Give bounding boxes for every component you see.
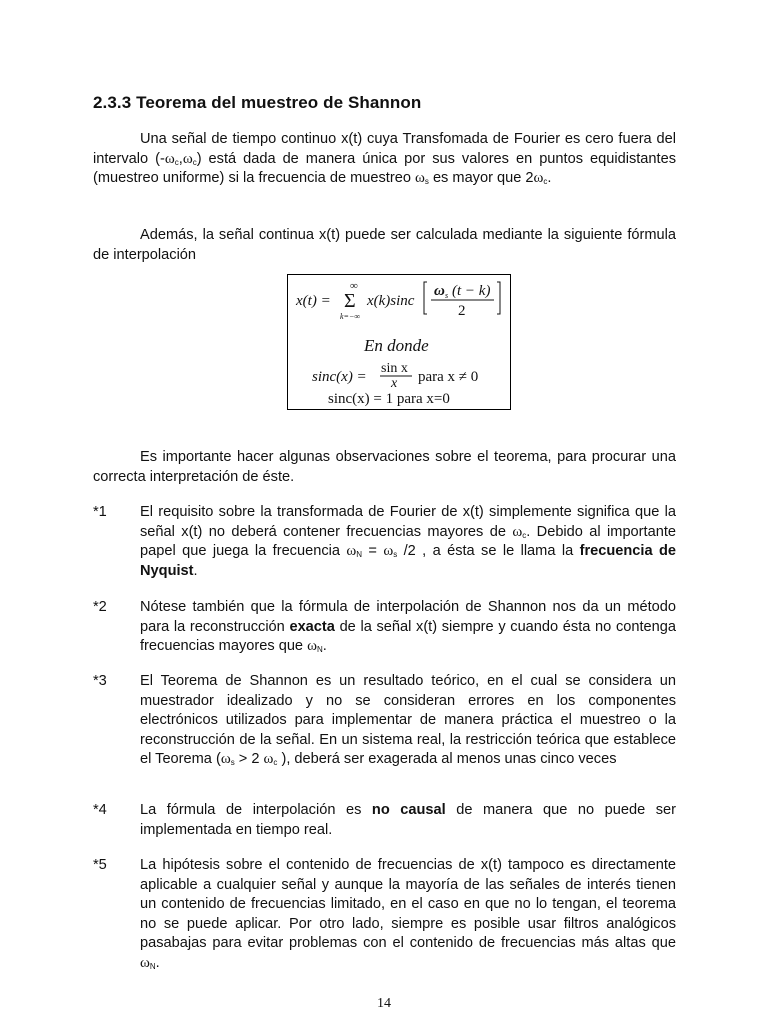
intro-paragraph [93,130,676,189]
observation-number: *1 [93,504,107,520]
omega-symbol: ω [533,170,544,187]
subscript: c [543,177,548,187]
bold-term: no causal [371,802,446,818]
observation-number: *2 [93,599,107,615]
text-run: de manera que no puede ser implementada en tiempo real. [140,802,676,838]
sum-sign: Σ [344,290,356,312]
omega-symbol: ω [346,543,357,560]
right-bracket [497,282,500,314]
text-run: El Teorema de Shannon es un resultado teórico, en el cual se considera un muestrador idealizado y no se consideran errores en los componentes electrónicos utilizados para implementar de manera práctica el muestreo o la reconstrucción de la señal. En un sistema real, la restricción teórica que establece el Teorema ( [140,673,676,768]
subscript: c [192,157,197,167]
page-number: 14 [377,996,391,1011]
formula-term: x(k)sinc [367,293,415,309]
text-run: /2 , a ésta se le llama la [397,543,580,560]
text-run: , [178,150,183,167]
observation-text [140,503,676,581]
text-run: . [193,562,198,579]
bold-term: frecuencia de Nyquist [140,543,676,579]
text-run: ), deberá ser exagerada al menos unas cinco veces [277,751,617,768]
interpolation-formula-box [287,274,511,410]
omega-symbol: ω [164,150,175,167]
omega-symbol: ω [512,523,523,540]
subscript: s [424,177,429,187]
text-run: El requisito sobre la transformada de Fourier de x(t) simplemente significa que la señal x(t) no deberá contener frecuencias mayores de [140,504,676,540]
en-donde-label: En donde [364,336,429,355]
observation-text [140,672,676,770]
subscript: N [356,550,363,560]
observation-number: *3 [93,673,107,689]
omega-symbol: ω [263,751,274,768]
formula-lhs: x(t) = [296,293,331,309]
interpolation-formula [288,275,510,409]
sum-lower-limit: k=−∞ [340,312,361,321]
fraction-numerator: (t − k) [452,283,491,299]
text-run: . [322,638,327,655]
text-run: es mayor que 2 [428,170,534,187]
observations-intro-paragraph: Es importante hacer algunas observaciones sobre el teorema, para procurar una correcta interpretación de éste. [93,449,676,485]
sum-upper-limit: ∞ [350,280,358,292]
subscript: s [393,550,398,560]
subscript: s [230,758,235,768]
text-run: . Debido al importante papel que juega la frecuencia [140,523,676,560]
observation-number: *5 [93,857,107,873]
subscript: c [522,530,527,540]
sinc-at-zero: sinc(x) = 1 para x=0 [328,391,450,407]
observation-text [140,801,676,840]
formula-intro-paragraph: Además, la señal continua x(t) puede ser calculada mediante la siguiente fórmula de interpolación [93,227,676,263]
sinc-lhs: sinc(x) = [312,369,367,385]
fraction-denominator: 2 [458,303,466,319]
observation-number: *4 [93,802,107,818]
sinc-numerator: sin x [381,361,408,376]
text-run: La hipótesis sobre el contenido de frecuencias de x(t) tampoco es directamente aplicable a cualquier señal y aunque la mayoría de las señales de interés tienen un contenido de frecuencias limitado, en el caso en que no lo tengan, el teorema no se puede aplicar. Por otro lado, siempre es posible usar filtros analógicos pasabajas para evitar problemas con el contenido de frecuencias más altas que [140,857,676,952]
subscript: c [273,758,278,768]
sinc-condition: para x ≠ 0 [418,369,479,385]
text-run: = [362,543,384,560]
omega-symbol: ω [182,150,193,167]
text-run: Una señal de tiempo continuo x(t) cuya Transfomada de Fourier es cero fuera del intervalo (- [93,131,676,167]
text-run: ) está dada de manera única por sus valores en puntos equidistantes (muestreo uniforme) si la frecuencia de muestreo [93,150,676,187]
left-bracket [424,282,427,314]
sinc-denominator: x [391,376,398,391]
text-run: . [155,954,160,971]
section-heading: 2.3.3 Teorema del muestreo de Shannon [93,93,422,112]
subscript: N [316,645,323,655]
text-run: > 2 [234,751,264,768]
omega-symbol: ω [140,954,150,971]
omega-symbol: ω [307,638,317,655]
bold-term: exacta [289,618,335,635]
omega-symbol: ω [383,543,394,560]
observation-text [140,598,676,657]
text-run: de la señal x(t) siempre y cuando ésta no contenga frecuencias mayores que [140,618,676,655]
text-run: Nótese también que la fórmula de interpolación de Shannon nos da un método para la reconstrucción [140,599,676,635]
text-run: . [547,170,552,187]
text-run: La fórmula de interpolación es [140,802,372,818]
subscript: c [174,157,179,167]
fraction-omega-subscript: s [445,291,449,300]
fraction-omega: ω [434,283,445,299]
omega-symbol: ω [415,170,425,187]
omega-symbol: ω [220,751,231,768]
subscript: N [149,961,156,971]
observation-text [140,856,676,974]
